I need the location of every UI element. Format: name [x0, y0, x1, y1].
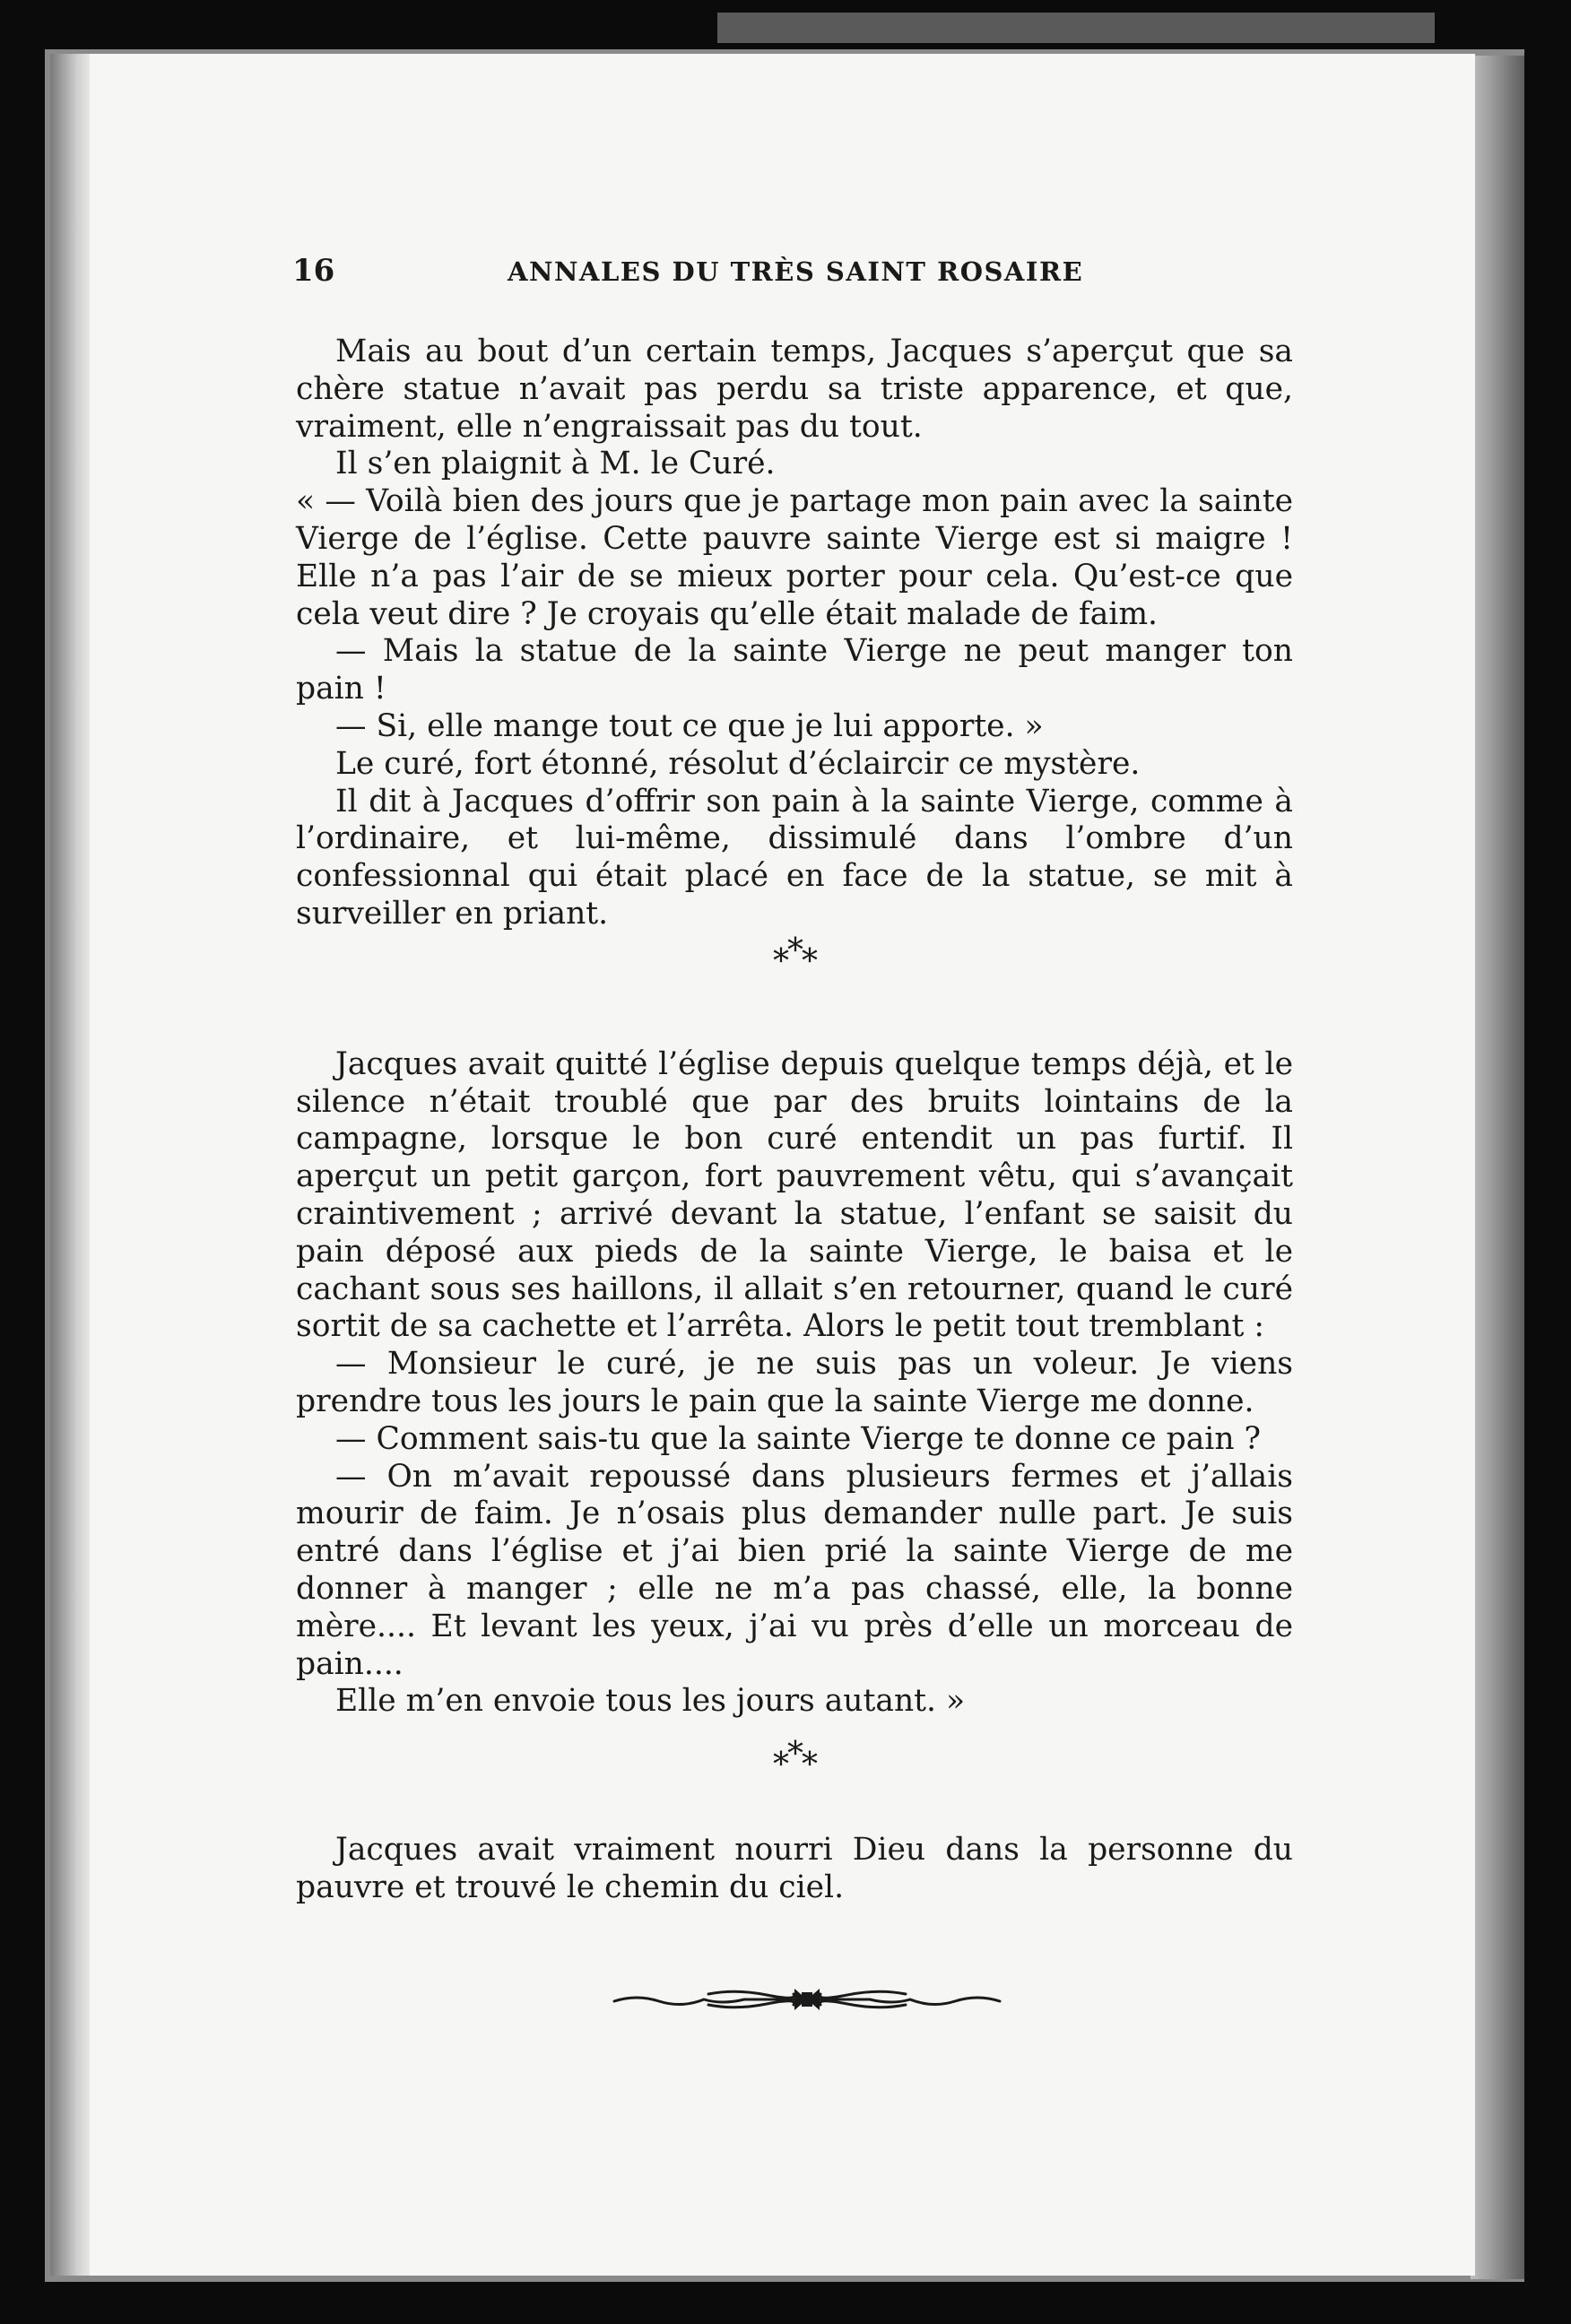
paragraph: « — Voilà bien des jours que je partage mon pain avec la sainte Vierge de l’église. Cette pauvre sainte Vierge est si maigre ! Elle n’a pas l’air de se mieux porter pour cela. Qu’est-ce que cela veut dire ? Je croyais qu’elle était malade de faim. [296, 483, 1293, 632]
asterism-star: * [802, 942, 816, 980]
section-1 [296, 334, 1293, 933]
asterism-star: * [802, 1747, 816, 1784]
paragraph: — On m’avait repoussé dans plusieurs fermes et j’allais mourir de faim. Je n’osais plus demander nulle part. Je suis entré dans l’église et j’ai bien prié la sainte Vierge de me donner à manger ; elle ne m’a pas chassé, elle, la bonne mère.... Et levant les yeux, j’ai vu près d’elle un morceau de pain.... [296, 1458, 1293, 1682]
paragraph: Le curé, fort étonné, résolut d’éclaircir ce mystère. [335, 745, 1141, 782]
asterism-star: * [773, 1747, 787, 1784]
paragraph: — Mais la statue de la sainte Vierge ne peut manger ton pain ! [296, 633, 1293, 707]
scan-top-band [717, 13, 1435, 43]
section-3 [296, 1832, 1293, 1907]
page-body [296, 334, 1293, 1907]
asterism-separator [296, 1721, 1293, 1832]
paragraph: Il s’en plaignit à M. le Curé. [335, 446, 776, 482]
asterism-star: * [787, 1736, 802, 1773]
running-title: ANNALES DU TRÈS SAINT ROSAIRE [508, 256, 1084, 287]
paragraph: Elle m’en envoie tous les jours autant. » [335, 1683, 966, 1720]
end-fleuron-ornament [610, 1981, 1004, 2017]
paragraph: — Comment sais-tu que la sainte Vierge te donne ce pain ? [335, 1420, 1262, 1457]
paragraph: — Monsieur le curé, je ne suis pas un voleur. Je viens prendre tous les jours le pain que la sainte Vierge me donne. [296, 1346, 1293, 1419]
section-2 [296, 1046, 1293, 1721]
book-left-edge [50, 54, 95, 2276]
page-header [292, 253, 1297, 298]
asterism-star: * [787, 932, 802, 969]
paragraph: — Si, elle mange tout ce que je lui apporte. » [335, 707, 1044, 744]
paragraph: Mais au bout d’un certain temps, Jacques s’aperçut que sa chère statue n’avait pas perdu sa triste apparence, et que, vraiment, elle n’engraissait pas du tout. [296, 334, 1293, 445]
asterism-star: * [773, 942, 787, 980]
asterism-separator [296, 933, 1293, 1046]
paragraph: Jacques avait vraiment nourri Dieu dans la personne du pauvre et trouvé le chemin du ciel. [296, 1832, 1293, 1905]
paragraph: Il dit à Jacques d’offrir son pain à la sainte Vierge, comme à l’ordinaire, et lui-même, dissimulé dans l’ombre d’un confessionnal qui était placé en face de la statue, se mit à surveiller en priant. [296, 783, 1293, 932]
book-right-edge [1471, 56, 1524, 2279]
paragraph: Jacques avait quitté l’église depuis quelque temps déjà, et le silence n’était troublé que par des bruits lointains de la campagne, lorsque le bon curé entendit un pas furtif. Il aperçut un petit garçon, fort pauvrement vêtu, qui s’avançait craintivement ; arrivé devant la statue, l’enfant se saisit du pain déposé aux pieds de la sainte Vierge, le baisa et le cachant sous ses haillons, il allait s’en retourner, quand le curé sortit de sa cachette et l’arrêta. Alors le petit tout tremblant : [296, 1045, 1293, 1345]
page-number: 16 [292, 253, 335, 289]
